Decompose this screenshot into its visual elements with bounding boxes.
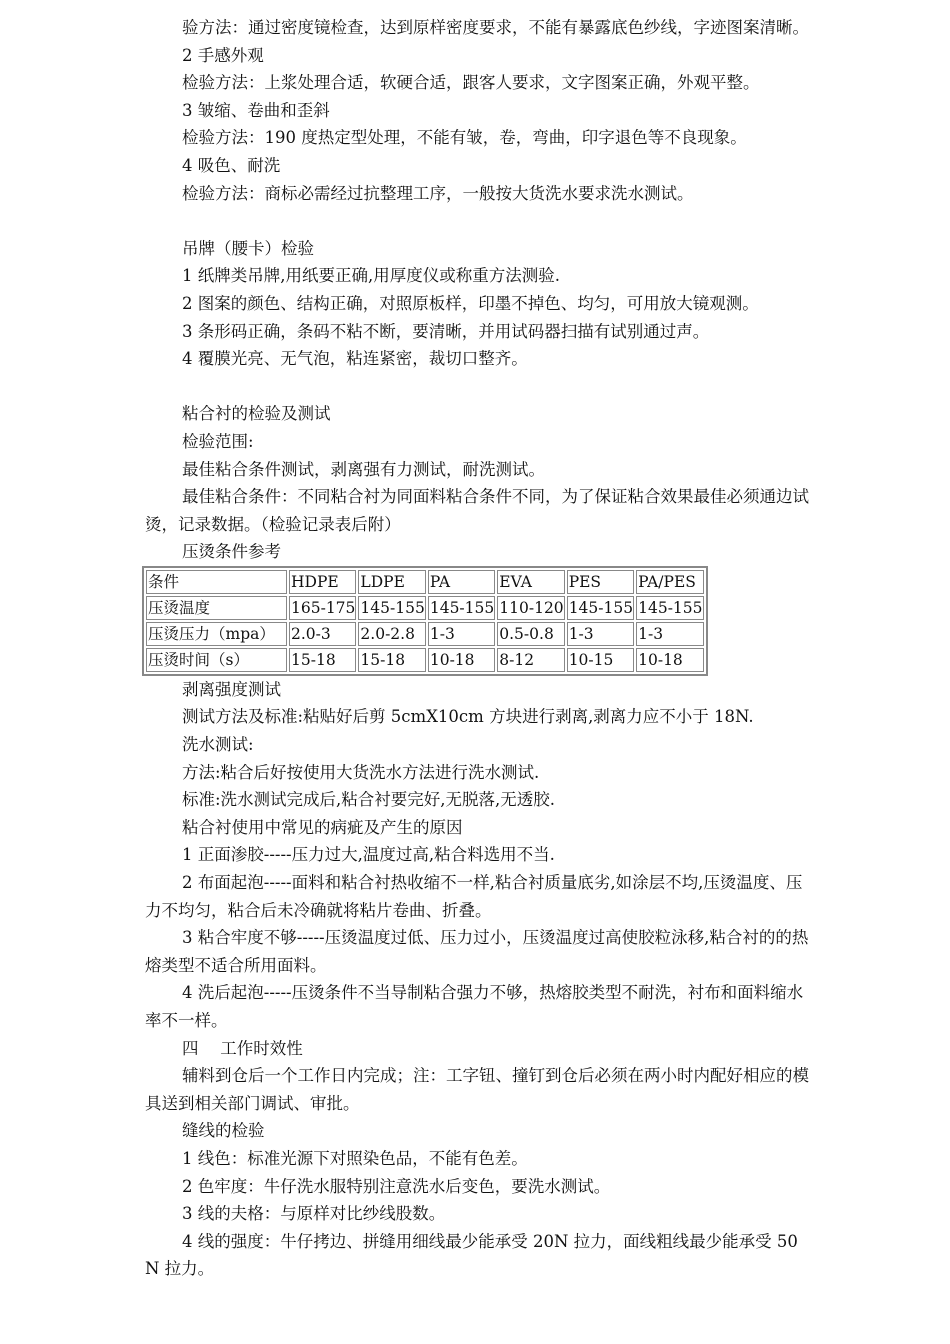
table-cell: 165-175 [289,596,356,620]
paragraph: 检验方法：上浆处理合适，软硬合适，跟客人要求，文字图案正确，外观平整。 [182,73,760,93]
table-cell: 1-3 [428,622,495,646]
paragraph: 测试方法及标准:粘贴好后剪 5cmX10cm 方块进行剥离,剥离力应不小于 18N. [182,707,754,727]
table-cell: 15-18 [289,648,356,672]
table-cell: 145-155 [636,596,703,620]
table-cell: 110-120 [497,596,564,620]
paragraph: 3 粘合牢度不够-----压烫温度过低、压力过小，压烫温度过高使胶粒泳移,粘合衬的的热熔类型不适合所用面料。 [145,928,809,975]
table-cell: 压烫压力（mpa） [146,622,287,646]
paragraph: 检验方法：190 度热定型处理，不能有皱，卷，弯曲，印字退色等不良现象。 [182,128,747,148]
paragraph: 4 覆膜光亮、无气泡，粘连紧密，裁切口整齐。 [182,349,528,369]
paragraph: 洗水测试: [182,735,254,755]
paragraph: 方法:粘合后好按使用大货洗水方法进行洗水测试. [182,762,540,782]
pressing-conditions-table [142,566,708,676]
paragraph: 吊牌（腰卡）检验 [182,238,314,258]
paragraph: 1 纸牌类吊牌,用纸要正确,用厚度仪或称重方法测验. [182,266,560,286]
paragraph: 1 线色：标准光源下对照染色品，不能有色差。 [182,1148,528,1168]
paragraph: 验方法：通过密度镜检查，达到原样密度要求，不能有暴露底色纱线，字迹图案清晰。 [182,18,809,37]
table-row [146,622,704,646]
table-header-cell: HDPE [289,570,356,594]
paragraph: 2 布面起泡-----面料和粘合衬热收缩不一样,粘合衬质量底劣,如涂层不均,压烫温度、压力不均匀，粘合后未冷确就将粘片卷曲、折叠。 [145,873,803,920]
paragraph: 3 线的夫格：与原样对比纱线股数。 [182,1204,446,1224]
paragraph: 4 洗后起泡-----压烫条件不当导制粘合强力不够，热熔胶类型不耐洗，衬布和面料缩水率不一样。 [145,983,804,1030]
table-cell: 145-155 [428,596,495,620]
paragraph: 辅料到仓后一个工作日内完成；注：工字钮、撞钉到仓后必须在两小时内配好相应的模具送到相关部门调试、审批。 [145,1066,809,1113]
paragraph: 标准:洗水测试完成后,粘合衬要完好,无脱落,无透胶. [182,790,556,810]
paragraph: 3 皱缩、卷曲和歪斜 [182,100,330,120]
table-header-row [146,570,704,594]
paragraph: 检验方法：商标必需经过抗整理工序，一般按大货洗水要求洗水测试。 [182,183,694,203]
paragraph: 2 图案的颜色、结构正确，对照原板样，印墨不掉色、均匀，可用放大镜观测。 [182,293,759,313]
paragraph: 检验范围: [182,431,254,451]
paragraph: 1 正面渗胶-----压力过大,温度过高,粘合料选用不当. [182,845,555,865]
table-cell: 0.5-0.8 [497,622,564,646]
table-header-cell: PA [428,570,495,594]
table-cell: 1-3 [567,622,634,646]
paragraph: 2 手感外观 [182,45,264,65]
table-row [146,596,704,620]
table-row [146,648,704,672]
table-cell: 10-18 [428,648,495,672]
table-cell: 15-18 [358,648,425,672]
table-header-cell: PA/PES [636,570,703,594]
paragraph: 粘合衬使用中常见的病疵及产生的原因 [182,817,463,837]
table-header-cell: LDPE [358,570,425,594]
paragraph: 3 条形码正确，条码不粘不断，要清晰，并用试码器扫描有试别通过声。 [182,321,710,341]
paragraph: 粘合衬的检验及测试 [182,404,331,424]
table-cell: 145-155 [358,596,425,620]
table-header-cell: 条件 [146,570,287,594]
document-body [145,14,810,1283]
table-cell: 2.0-3 [289,622,356,646]
table-cell: 压烫温度 [146,596,287,620]
table-cell: 1-3 [636,622,703,646]
table-header-cell: EVA [497,570,564,594]
paragraph: 最佳粘合条件测试，剥离强有力测试，耐洗测试。 [182,459,545,479]
table-cell: 2.0-2.8 [358,622,425,646]
table-cell: 145-155 [567,596,634,620]
table-cell: 10-18 [636,648,703,672]
table-cell: 10-15 [567,648,634,672]
paragraph: 压烫条件参考 [182,542,281,562]
paragraph: 最佳粘合条件：不同粘合衬为同面料粘合条件不同，为了保证粘合效果最佳必须通边试烫，记录数据。（检验记录表后附） [145,487,809,534]
blank-line [145,207,810,235]
paragraph: 4 吸色、耐洗 [182,155,281,175]
paragraph: 4 线的强度：牛仔拷边、拼缝用细线最少能承受 20N 拉力，面线粗线最少能承受 50N 拉力。 [145,1231,798,1279]
paragraph: 四 工作时效性 [182,1038,303,1058]
table-header-cell: PES [567,570,634,594]
table-cell: 压烫时间（s） [146,648,287,672]
paragraph: 缝线的检验 [182,1121,265,1141]
paragraph: 2 色牢度：牛仔洗水服特别注意洗水后变色，要洗水测试。 [182,1176,611,1196]
table-cell: 8-12 [497,648,564,672]
paragraph: 剥离强度测试 [182,679,281,699]
blank-line [145,373,810,401]
